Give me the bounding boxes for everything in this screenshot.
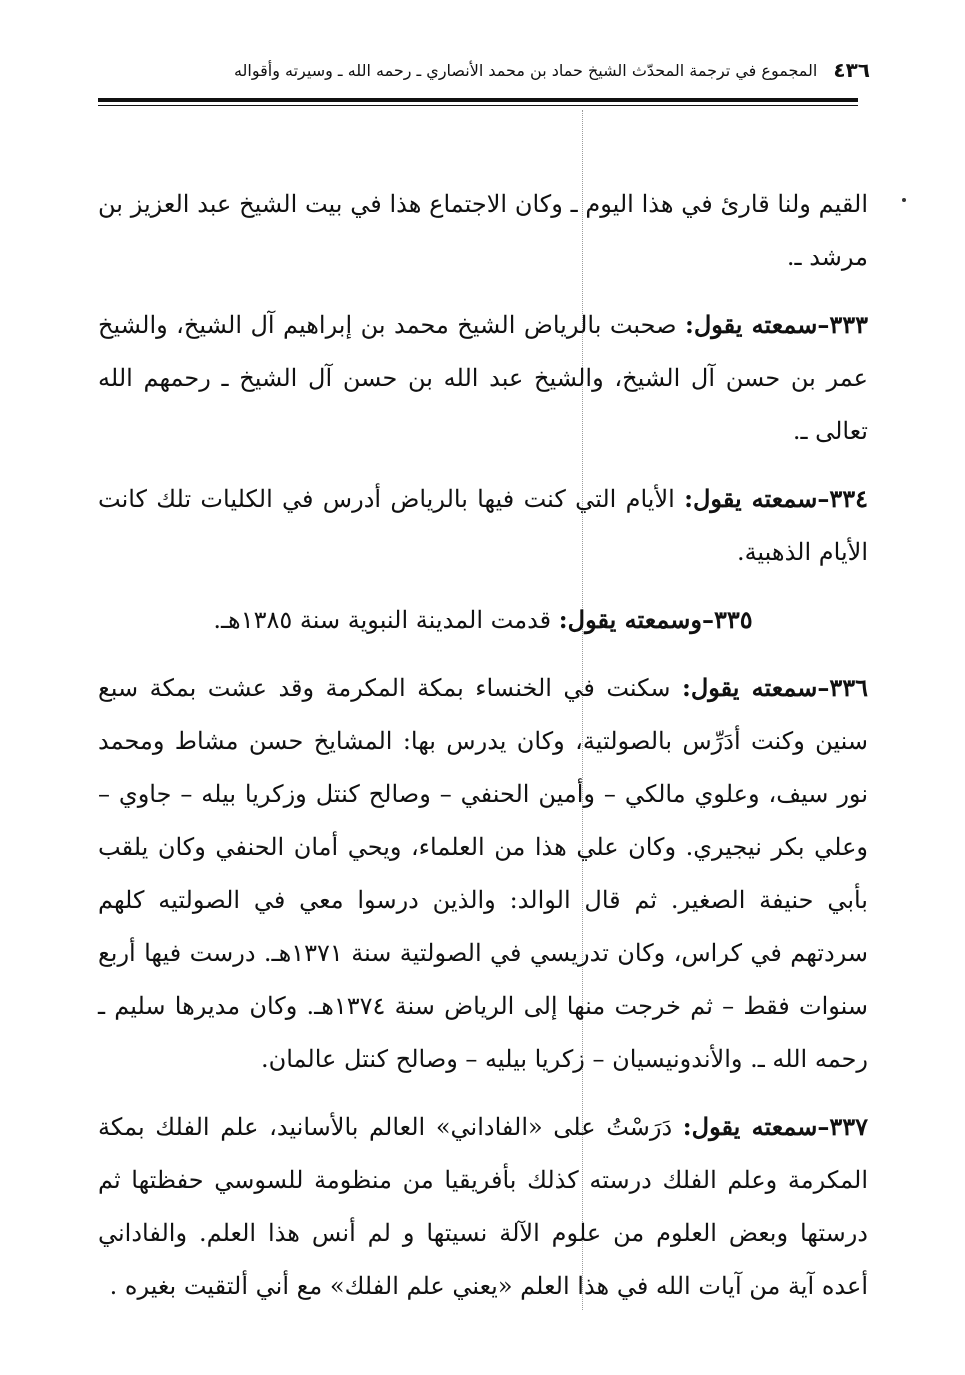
paragraph-number: ٣٣٥–: [701, 605, 753, 634]
paragraph-number: ٣٣٤–: [817, 484, 869, 513]
paragraph-number: ٣٣٣–: [817, 310, 868, 339]
paragraph-333: [98, 298, 868, 458]
paragraph-text: الأيام التي كنت فيها بالرياض أدرس في الكليات تلك كانت الأيام الذهبية.: [98, 485, 868, 566]
paragraph-337: [98, 1100, 868, 1313]
body-text: [98, 178, 868, 1327]
paragraph-number: ٣٣٧–: [817, 1112, 868, 1141]
paragraph-lead: سمعته يقول:: [684, 310, 818, 339]
paragraph-lead: سمعته يقول:: [684, 484, 818, 513]
paragraph-text: قدمت المدينة النبوية سنة ١٣٨٥هـ.: [213, 606, 552, 634]
page-number: ٤٣٦: [833, 58, 870, 82]
paragraph-text: صحبت بالرياض الشيخ محمد بن إبراهيم آل الشيخ، والشيخ عمر بن حسن آل الشيخ، والشيخ عبد الله بن حسن آل الشيخ ـ رحمهم الله تعالى ـ.: [98, 311, 868, 445]
paragraph-text: القيم ولنا قارئ في هذا اليوم ـ وكان الاجتماع هذا في بيت الشيخ عبد العزيز بن مرشد ـ.: [98, 190, 868, 271]
paragraph-lead: سمعته يقول:: [682, 1112, 818, 1141]
margin-dot: [902, 198, 906, 202]
paragraph-335: [98, 593, 868, 647]
running-header: [180, 52, 870, 88]
paragraph-lead: سمعته يقول:: [681, 673, 818, 702]
header-rule: [98, 98, 858, 102]
paragraph-text: دَرَسْتُ على «الفاداني» العالم بالأسانيد، علم الفلك بمكة المكرمة وعلم الفلك درسته كذلك بأفريقيا من منظومة للسوسي حفظتها ثم درستها وبعض العلوم من علوم الآلة نسيتها و لم أنس هذا العلم. والفاداني أعده آية من آيات الله في هذا العلم «يعني علم الفلك» مع أني ألتقيت بغيره .: [98, 1113, 868, 1300]
header-title: المجموع في ترجمة المحدّث الشيخ حماد بن محمد الأنصاري ـ رحمه الله ـ وسيرته وأقواله: [233, 60, 818, 80]
paragraph-text: سكنت في الخنساء بمكة المكرمة وقد عشت بمكة سبع سنين وكنت أدَرِّس بالصولتية، وكان يدرس بها: المشايخ حسن مشاط ومحمد نور سيف، وعلوي مالكي – وأمين الحنفي – وصالح كنتل وزكريا بيله – جاوي – وعلي بكر نيجيري. وكان علي هذا من العلماء، ويحي أمان الحنفي وكان يلقب بأبي حنيفة الصغير. ثم قال الوالد: والذين درسوا معي في الصولتيه كلهم سردتهم في كراس، وكان تدريسي في الصولتية سنة ١٣٧١هـ. درست فيها أربع سنوات فقط – ثم خرجت منها إلى الرياض سنة ١٣٧٤هـ. وكان مديرها سليم ـ رحمه الله ـ. والأندونيسيان – زكريا بيليه – وصالح كنتل عالمان.: [98, 674, 868, 1073]
paragraph-continuation: [98, 178, 868, 284]
paragraph-336: [98, 661, 868, 1086]
paragraph-lead: وسمعته يقول:: [558, 605, 702, 634]
paragraph-number: ٣٣٦–: [817, 673, 868, 702]
paragraph-334: [98, 472, 868, 579]
header-rule-thin: [98, 105, 858, 106]
